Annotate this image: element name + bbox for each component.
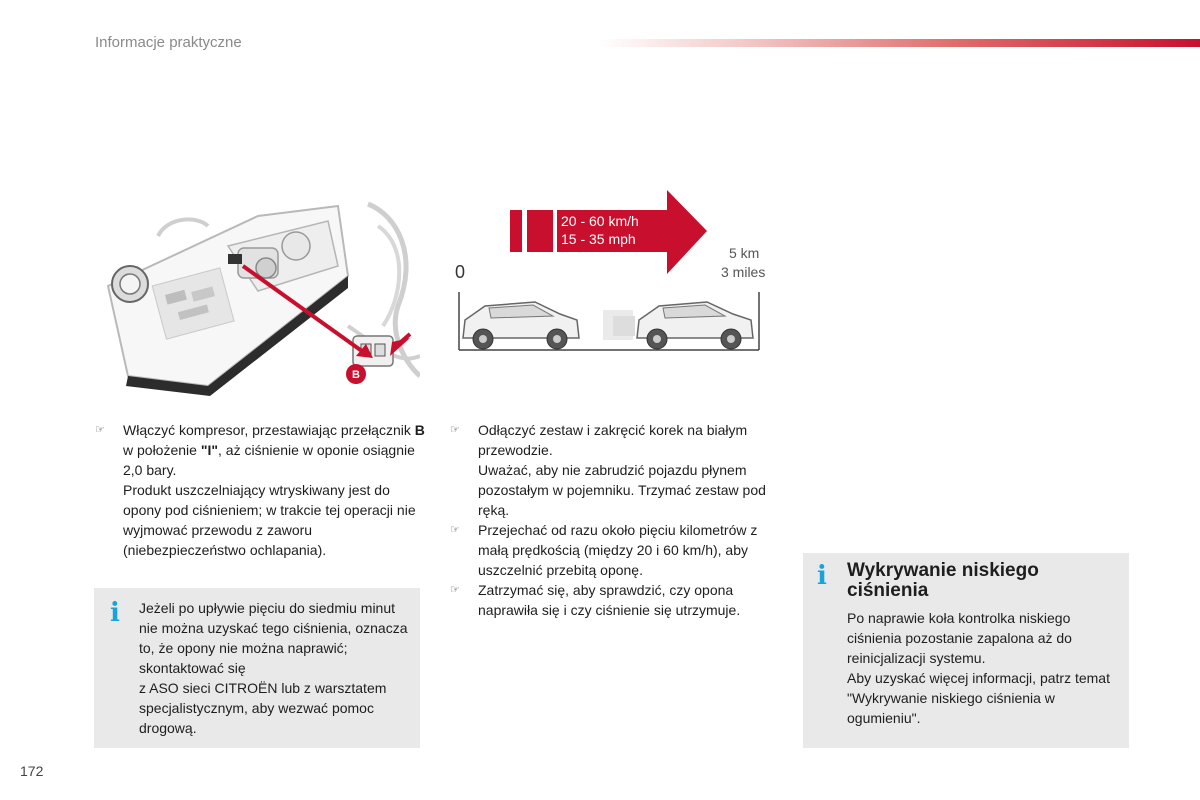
compressor-illustration: [98, 196, 420, 396]
bullet-hand-icon: ☞: [450, 424, 460, 436]
step-1-position-ref: "I": [200, 442, 218, 458]
step-1-text-b: w położenie: [123, 442, 201, 458]
callout-b-label: B: [352, 369, 360, 381]
section-title: Informacje praktyczne: [95, 34, 242, 51]
right-info-text-1: Po naprawie koła kontrolka niskiego ciśnienia pozostanie zapalona aż do reinicjalizacji systemu.: [847, 610, 1072, 666]
step-1-text-c: , aż ciśnienie w oponie osiągnie 2,0 bary.: [123, 442, 415, 478]
car-moving-icon: [637, 302, 753, 349]
step-4-text: Zatrzymać się, aby sprawdzić, czy opona naprawiła się i czy ciśnienie się utrzymuje.: [478, 582, 741, 618]
bullet-hand-icon: ☞: [450, 524, 460, 536]
drive-distance-illustration: [445, 188, 780, 356]
step-2: [450, 420, 780, 520]
right-info-box: [803, 553, 1129, 748]
speed-mph-label: 15 - 35 mph: [561, 231, 636, 247]
distance-miles-label: 3 miles: [721, 264, 766, 280]
right-info-text-2: Aby uzyskać więcej informacji, patrz temat "Wykrywanie niskiego ciśnienia w ogumieniu".: [847, 670, 1110, 726]
step-3-text: Przejechać od razu około pięciu kilometrów z małą prędkością (między 20 i 60 km/h), aby uszczelnić przebitą oponę.: [478, 522, 758, 578]
info-icon: i: [110, 598, 120, 628]
bullet-hand-icon: ☞: [95, 424, 105, 436]
step-2-note: Uważać, aby nie zabrudzić pojazdu płynem pozostałym w pojemniku. Trzymać zestaw pod ręką.: [478, 462, 766, 518]
step-4: [450, 580, 780, 620]
left-info-text-2: z ASO sieci CITROËN lub z warsztatem specjalistycznym, aby wezwać pomoc drogową.: [139, 680, 387, 736]
step-1-note: Produkt uszczelniający wtryskiwany jest do opony pod ciśnieniem; w trakcie tej operacji nie wyjmować przewodu z zaworu (niebezpieczeństwo ochlapania).: [123, 482, 416, 558]
left-instructions: [95, 420, 425, 560]
car-start-icon: [463, 302, 579, 349]
info-box-title: Wykrywanie niskiego ciśnienia: [847, 560, 1039, 601]
middle-instructions: [450, 420, 780, 620]
step-1-text-a: Włączyć kompresor, przestawiając przełącznik: [123, 422, 415, 438]
right-info-text: [847, 608, 1117, 728]
page-number: 172: [20, 763, 44, 779]
step-1-switch-ref: B: [414, 422, 425, 438]
left-info-text-1: Jeżeli po upływie pięciu do siedmiu minut nie można uzyskać tego ciśnienia, oznacza to, że opony nie można naprawić; skontaktować się: [139, 600, 408, 676]
bullet-hand-icon: ☞: [450, 584, 460, 596]
start-label: 0: [455, 262, 466, 282]
speed-kmh-label: 20 - 60 km/h: [561, 213, 639, 229]
info-icon: i: [817, 561, 827, 591]
motion-lines: [603, 310, 635, 340]
step-1: [95, 420, 425, 560]
distance-km-label: 5 km: [729, 245, 760, 261]
header-accent-bar: [600, 39, 1200, 47]
step-2-text: Odłączyć zestaw i zakręcić korek na białym przewodzie.: [478, 422, 748, 458]
step-3: [450, 520, 780, 580]
left-info-text: [139, 598, 415, 738]
left-info-box: [94, 588, 420, 748]
